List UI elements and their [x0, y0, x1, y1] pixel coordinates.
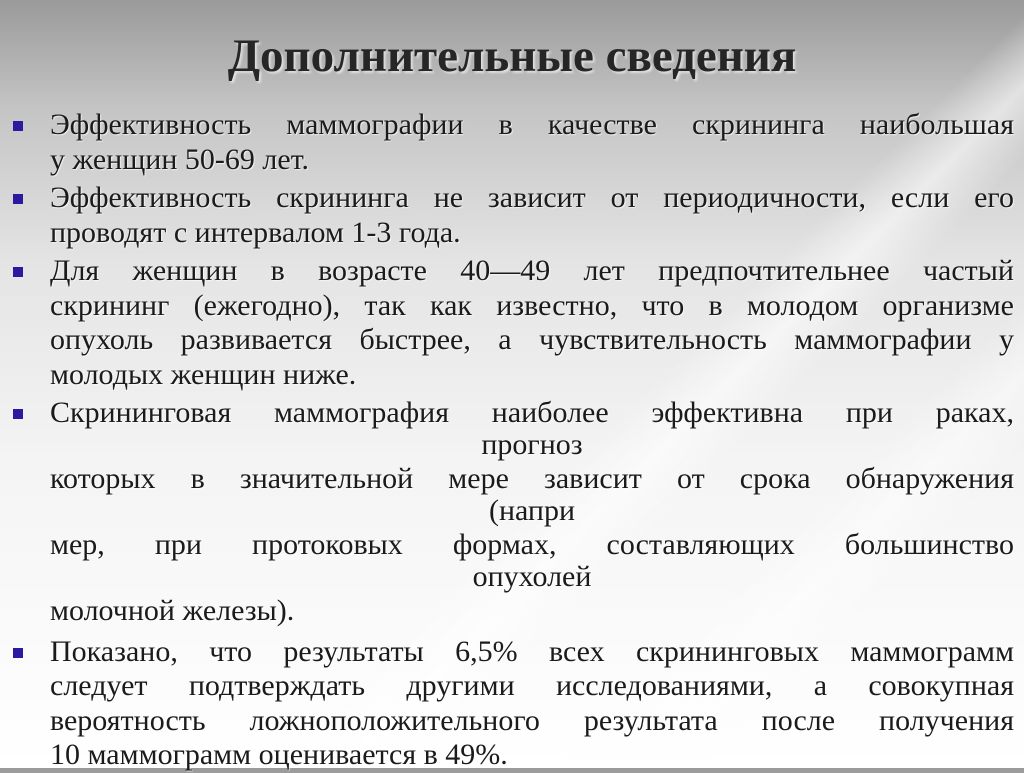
slide-title: Дополнительные сведения — [227, 30, 797, 82]
text-line: опухолей — [472, 559, 592, 593]
text-line: у женщин 50-69 лет. — [50, 142, 310, 176]
text-line: проводят с интервалом 1-3 года. — [50, 215, 461, 249]
text-line: скрининг (ежегодно), так как известно, что в молодом организме — [50, 288, 1014, 322]
square-bullet-icon — [13, 194, 23, 204]
bullet-text — [50, 108, 1014, 177]
text-line: Для женщин в возрасте 40—49 лет предпочтительнее частый — [50, 254, 1014, 287]
text-line: которых в значительной мере зависит от срока обнаружения — [50, 462, 1014, 495]
text-line: (напри — [488, 493, 576, 527]
square-bullet-icon — [13, 267, 23, 277]
bullet-list — [0, 108, 1024, 773]
bullet-text — [50, 181, 1014, 250]
text-line: мер, при протоковых формах, составляющих большинство — [50, 528, 1014, 561]
bullet-item-1 — [0, 108, 1024, 177]
bullet-item-2 — [0, 181, 1024, 250]
bullet-text — [50, 254, 1014, 392]
text-line: Эффективность маммографии в качестве скрининга наибольшая — [50, 108, 1014, 141]
bullet-item-4 — [0, 396, 1024, 629]
bullet-text — [50, 396, 1014, 629]
text-line: Эффективность скрининга не зависит от периодичности, если его — [50, 181, 1014, 214]
text-line: молодых женщин ниже. — [50, 357, 357, 391]
bullet-text — [50, 635, 1014, 773]
text-line: следует подтверждать другими исследованиями, а совокупная — [50, 669, 1014, 702]
square-bullet-icon — [13, 121, 23, 131]
text-line: опухоль развивается быстрее, а чувствительность маммографии у — [50, 323, 1014, 356]
text-line: прогноз — [481, 427, 583, 461]
square-bullet-icon — [13, 409, 23, 419]
square-bullet-icon — [13, 648, 23, 658]
text-line: молочной железы). — [50, 594, 295, 627]
text-line: Скрининговая маммография наиболее эффективна при раках, — [50, 396, 1014, 429]
bullet-item-5 — [0, 635, 1024, 773]
text-line: вероятность ложноположительного результата после получения — [50, 703, 1014, 737]
text-line: 10 маммограмм оценивается в 49%. — [50, 738, 508, 771]
bullet-item-3 — [0, 254, 1024, 392]
text-line: Показано, что результаты 6,5% всех скрининговых маммограмм — [50, 634, 1014, 668]
